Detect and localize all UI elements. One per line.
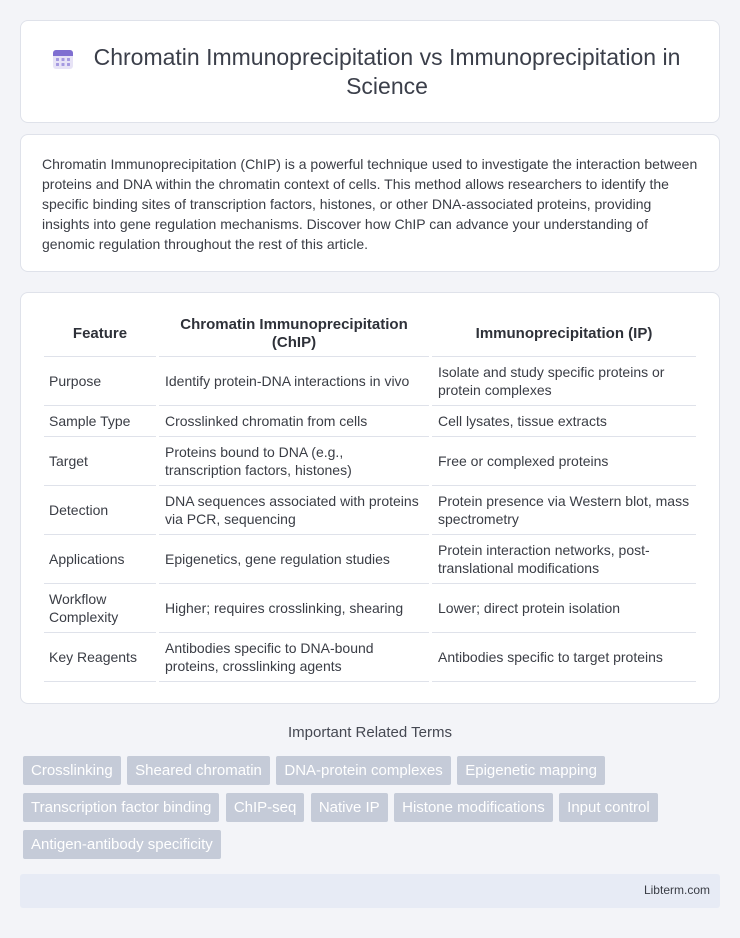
row-feature: Purpose (44, 357, 156, 406)
comparison-table (41, 311, 699, 682)
row-feature: Workflow Complexity (44, 584, 156, 633)
table-row (44, 584, 696, 633)
row-ip-value: Protein interaction networks, post-translational modifications (432, 535, 696, 584)
related-terms-list (23, 756, 723, 867)
row-chip-value: Proteins bound to DNA (e.g., transcription factors, histones) (159, 437, 429, 486)
tag-input-control[interactable]: Input control (559, 793, 658, 822)
tag-dna-protein-complexes[interactable]: DNA-protein complexes (276, 756, 450, 785)
tag-histone-modifications[interactable]: Histone modifications (394, 793, 553, 822)
table-row (44, 437, 696, 486)
row-feature: Key Reagents (44, 633, 156, 682)
row-ip-value: Lower; direct protein isolation (432, 584, 696, 633)
row-feature: Applications (44, 535, 156, 584)
footer (20, 874, 720, 908)
table-header-row (44, 311, 696, 357)
tag-crosslinking[interactable]: Crosslinking (23, 756, 121, 785)
intro-card (20, 134, 720, 272)
tag-sheared-chromatin[interactable]: Sheared chromatin (127, 756, 270, 785)
row-chip-value: Antibodies specific to DNA-bound proteins, crosslinking agents (159, 633, 429, 682)
tag-chip-seq[interactable]: ChIP-seq (226, 793, 305, 822)
header-ip: Immunoprecipitation (IP) (432, 311, 696, 357)
row-ip-value: Protein presence via Western blot, mass spectrometry (432, 486, 696, 535)
tag-native-ip[interactable]: Native IP (311, 793, 388, 822)
page-title: Chromatin Immunoprecipitation vs Immunoprecipitation in Science (93, 44, 681, 99)
intro-paragraph: Chromatin Immunoprecipitation (ChIP) is a powerful technique used to investigate the interaction between proteins and DNA within the chromatin context of cells. This method allows researchers to identify the specific binding sites of transcription factors, histones, or other DNA-associated proteins, providing insights into gene regulation mechanisms. Discover how ChIP can advance your understanding of genomic regulation throughout the rest of this article. (42, 156, 698, 252)
table-row (44, 535, 696, 584)
related-terms-heading: Important Related Terms (288, 724, 452, 741)
header-feature: Feature (44, 311, 156, 357)
title-card (20, 20, 720, 123)
row-ip-value: Isolate and study specific proteins or protein complexes (432, 357, 696, 406)
comparison-card (20, 292, 720, 704)
row-chip-value: Epigenetics, gene regulation studies (159, 535, 429, 584)
header-chip: Chromatin Immunoprecipitation (ChIP) (159, 311, 429, 357)
row-ip-value: Antibodies specific to target proteins (432, 633, 696, 682)
row-feature: Sample Type (44, 406, 156, 437)
table-row (44, 633, 696, 682)
footer-site-link[interactable]: Libterm.com (643, 883, 710, 897)
row-chip-value: Higher; requires crosslinking, shearing (159, 584, 429, 633)
tag-epigenetic-mapping[interactable]: Epigenetic mapping (457, 756, 605, 785)
table-row (44, 486, 696, 535)
table-row (44, 406, 696, 437)
row-chip-value: DNA sequences associated with proteins via PCR, sequencing (159, 486, 429, 535)
row-feature: Target (44, 437, 156, 486)
row-chip-value: Identify protein-DNA interactions in vivo (159, 357, 429, 406)
row-ip-value: Free or complexed proteins (432, 437, 696, 486)
row-ip-value: Cell lysates, tissue extracts (432, 406, 696, 437)
table-row (44, 357, 696, 406)
tag-transcription-factor-binding[interactable]: Transcription factor binding (23, 793, 219, 822)
tag-antigen-antibody-specificity[interactable]: Antigen-antibody specificity (23, 830, 221, 859)
row-chip-value: Crosslinked chromatin from cells (159, 406, 429, 437)
row-feature: Detection (44, 486, 156, 535)
